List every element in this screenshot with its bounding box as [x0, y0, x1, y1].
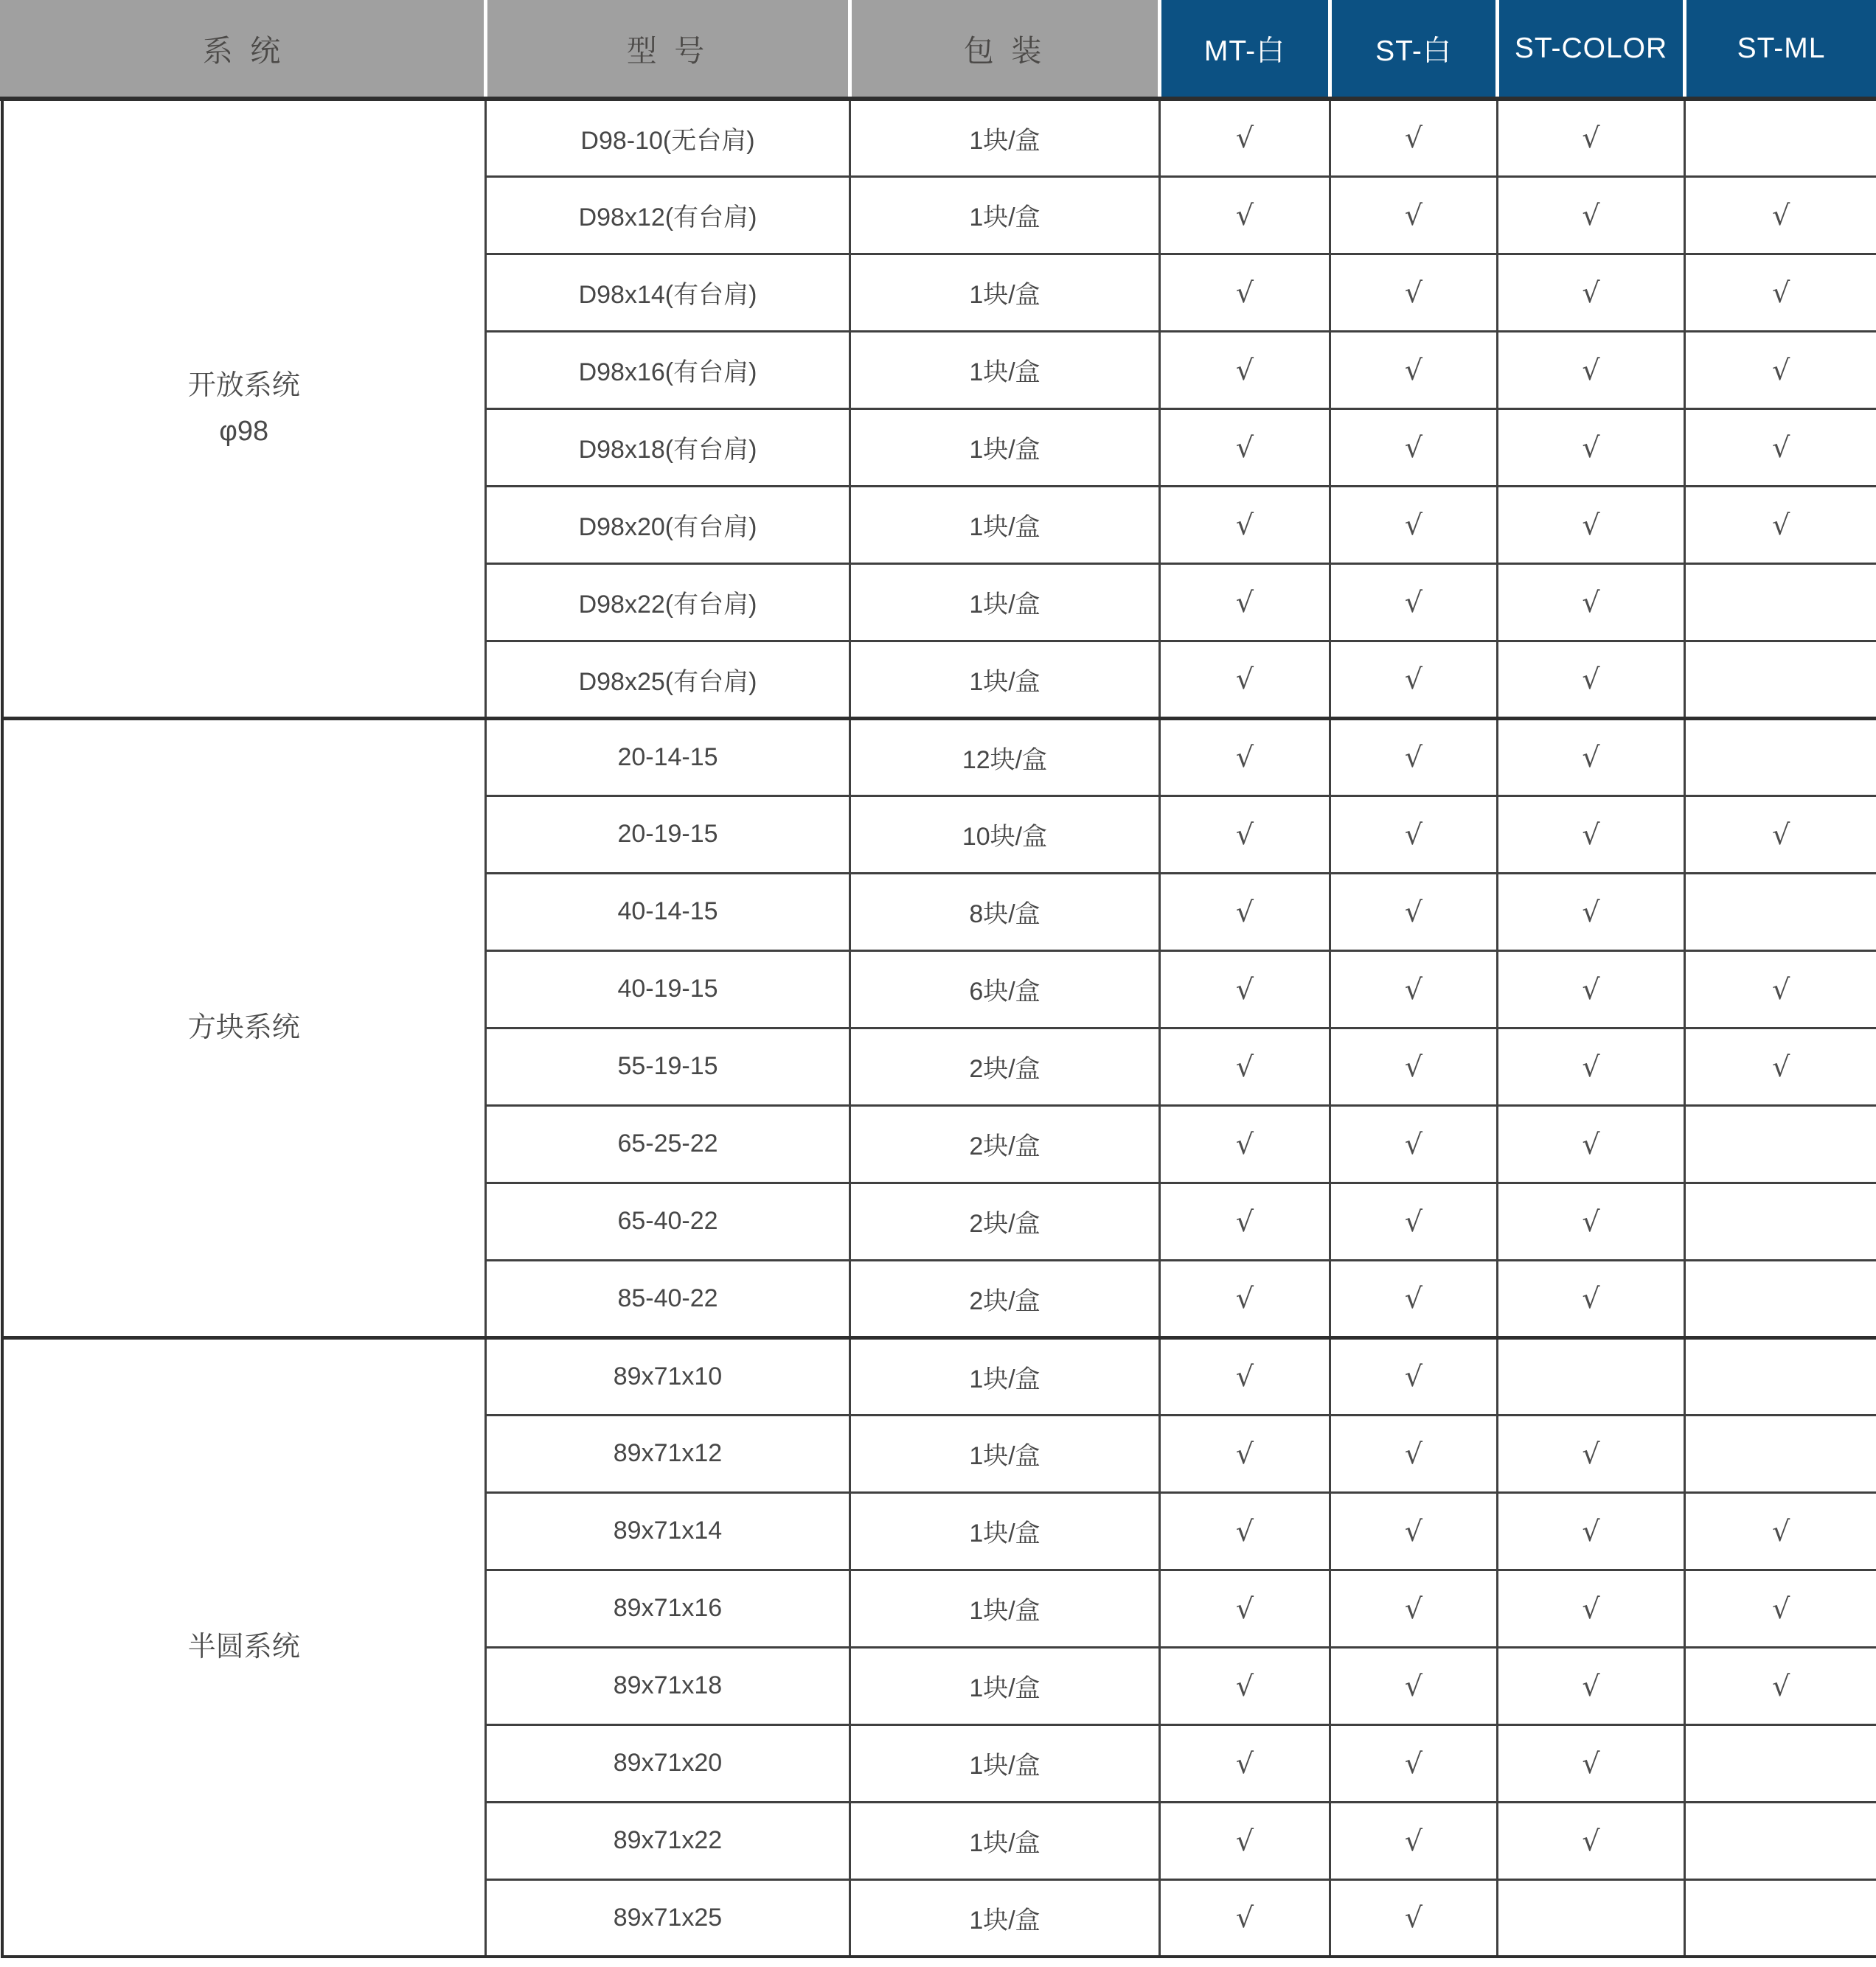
system-group-cell — [2, 99, 486, 718]
check-icon: √ — [1404, 1747, 1423, 1780]
check-icon: √ — [1772, 1669, 1790, 1702]
packaging-cell: 1块/盒 — [850, 1415, 1160, 1492]
check-cell — [1160, 1879, 1330, 1957]
check-cell — [1498, 408, 1685, 486]
model-cell: D98x22(有台肩) — [486, 563, 850, 641]
check-cell — [1685, 795, 1876, 873]
check-icon: √ — [1235, 663, 1254, 695]
check-cell — [1330, 563, 1498, 641]
packaging-cell: 2块/盒 — [850, 1105, 1160, 1183]
check-icon: √ — [1235, 895, 1254, 928]
packaging-cell: 1块/盒 — [850, 176, 1160, 254]
system-group-label: 方块系统 — [187, 1012, 300, 1043]
check-cell — [1160, 254, 1330, 331]
check-cell — [1160, 1260, 1330, 1337]
check-cell — [1160, 1724, 1330, 1802]
model-cell: 89x71x22 — [486, 1802, 850, 1879]
check-icon: √ — [1404, 972, 1423, 1006]
system-group-sublabel: φ98 — [219, 416, 269, 448]
check-cell — [1685, 486, 1876, 563]
check-cell — [1498, 1570, 1685, 1647]
check-cell — [1330, 1724, 1498, 1802]
check-cell — [1160, 795, 1330, 873]
model-cell: 89x71x14 — [486, 1492, 850, 1570]
check-cell-empty — [1685, 1183, 1876, 1260]
check-icon: √ — [1582, 1127, 1600, 1160]
packaging-cell: 8块/盒 — [850, 873, 1160, 950]
check-cell — [1685, 1028, 1876, 1105]
check-icon: √ — [1404, 1360, 1423, 1393]
packaging-cell: 1块/盒 — [850, 1647, 1160, 1724]
check-cell — [1160, 486, 1330, 563]
check-icon: √ — [1582, 663, 1600, 695]
check-cell — [1685, 950, 1876, 1028]
check-cell — [1330, 1105, 1498, 1183]
check-icon: √ — [1404, 1205, 1423, 1238]
check-icon: √ — [1772, 508, 1790, 541]
check-cell — [1160, 331, 1330, 408]
check-icon: √ — [1404, 1669, 1423, 1702]
model-cell: D98x20(有台肩) — [486, 486, 850, 563]
check-cell — [1498, 254, 1685, 331]
check-icon: √ — [1582, 276, 1600, 309]
check-cell — [1160, 563, 1330, 641]
check-icon: √ — [1235, 1514, 1254, 1548]
check-icon: √ — [1404, 585, 1423, 619]
table-row — [2, 99, 1876, 176]
check-cell — [1330, 873, 1498, 950]
check-icon: √ — [1404, 122, 1423, 155]
model-cell: 20-19-15 — [486, 795, 850, 873]
check-icon: √ — [1235, 1747, 1254, 1780]
check-cell-empty — [1498, 1879, 1685, 1957]
check-cell — [1685, 176, 1876, 254]
check-icon: √ — [1404, 276, 1423, 309]
check-cell — [1330, 1647, 1498, 1724]
check-cell — [1498, 563, 1685, 641]
model-cell: 89x71x10 — [486, 1337, 850, 1415]
model-cell: 40-19-15 — [486, 950, 850, 1028]
check-cell — [1498, 1260, 1685, 1337]
check-icon: √ — [1404, 741, 1423, 773]
check-icon: √ — [1582, 1205, 1600, 1238]
check-icon: √ — [1404, 508, 1423, 541]
model-cell: D98x12(有台肩) — [486, 176, 850, 254]
check-cell — [1330, 254, 1498, 331]
check-cell — [1685, 408, 1876, 486]
check-cell — [1330, 1570, 1498, 1647]
check-cell — [1330, 1183, 1498, 1260]
check-cell — [1160, 1492, 1330, 1570]
packaging-cell: 1块/盒 — [850, 1724, 1160, 1802]
check-cell — [1498, 486, 1685, 563]
check-cell — [1330, 1028, 1498, 1105]
check-cell — [1160, 718, 1330, 795]
header-cell-packaging: 包 装 — [850, 0, 1160, 99]
check-icon: √ — [1235, 1205, 1254, 1238]
model-cell: D98x16(有台肩) — [486, 331, 850, 408]
check-cell — [1160, 176, 1330, 254]
check-icon: √ — [1235, 972, 1254, 1006]
check-icon: √ — [1404, 431, 1423, 464]
check-icon: √ — [1772, 276, 1790, 309]
check-cell — [1498, 718, 1685, 795]
check-cell — [1160, 641, 1330, 718]
check-icon: √ — [1582, 198, 1600, 231]
check-cell — [1330, 1802, 1498, 1879]
packaging-cell: 1块/盒 — [850, 486, 1160, 563]
table-body — [2, 99, 1876, 1957]
model-cell: 65-40-22 — [486, 1183, 850, 1260]
check-cell — [1498, 1492, 1685, 1570]
check-cell — [1160, 1415, 1330, 1492]
header-cell-system: 系 统 — [2, 0, 486, 99]
check-icon: √ — [1235, 1050, 1254, 1083]
check-cell-empty — [1685, 1802, 1876, 1879]
check-cell — [1160, 1802, 1330, 1879]
check-cell — [1330, 1879, 1498, 1957]
check-icon: √ — [1404, 198, 1423, 231]
check-icon: √ — [1582, 1514, 1600, 1548]
check-icon: √ — [1582, 431, 1600, 464]
model-cell: 89x71x25 — [486, 1879, 850, 1957]
packaging-cell: 2块/盒 — [850, 1260, 1160, 1337]
check-cell — [1160, 1570, 1330, 1647]
header-cell-st-color: ST-COLOR — [1498, 0, 1685, 99]
check-cell — [1685, 331, 1876, 408]
model-cell: D98x25(有台肩) — [486, 641, 850, 718]
packaging-cell: 2块/盒 — [850, 1183, 1160, 1260]
check-cell-empty — [1685, 1105, 1876, 1183]
check-icon: √ — [1582, 1592, 1600, 1625]
check-icon: √ — [1582, 122, 1600, 155]
check-icon: √ — [1404, 1592, 1423, 1625]
packaging-cell: 1块/盒 — [850, 1337, 1160, 1415]
system-group-cell — [2, 718, 486, 1337]
check-cell — [1330, 99, 1498, 176]
check-icon: √ — [1582, 1050, 1600, 1083]
check-icon: √ — [1582, 818, 1600, 851]
packaging-cell: 1块/盒 — [850, 641, 1160, 718]
check-icon: √ — [1772, 972, 1790, 1006]
check-cell — [1330, 486, 1498, 563]
header-cell-st-white: ST-白 — [1330, 0, 1498, 99]
check-icon: √ — [1235, 741, 1254, 773]
check-cell — [1160, 1337, 1330, 1415]
check-icon: √ — [1235, 198, 1254, 231]
check-cell — [1498, 873, 1685, 950]
check-icon: √ — [1235, 276, 1254, 309]
check-cell — [1330, 718, 1498, 795]
check-icon: √ — [1582, 353, 1600, 386]
check-icon: √ — [1404, 1901, 1423, 1935]
table-row — [2, 718, 1876, 795]
check-icon: √ — [1404, 663, 1423, 695]
model-cell: D98x18(有台肩) — [486, 408, 850, 486]
check-cell — [1330, 176, 1498, 254]
check-icon: √ — [1404, 1437, 1423, 1470]
check-cell — [1330, 641, 1498, 718]
check-cell — [1160, 1028, 1330, 1105]
check-cell — [1160, 1647, 1330, 1724]
check-cell-empty — [1685, 718, 1876, 795]
check-icon: √ — [1404, 1282, 1423, 1315]
check-icon: √ — [1582, 741, 1600, 773]
check-cell — [1330, 1337, 1498, 1415]
check-cell-empty — [1685, 99, 1876, 176]
check-icon: √ — [1404, 1127, 1423, 1160]
model-cell: 85-40-22 — [486, 1260, 850, 1337]
check-icon: √ — [1582, 1437, 1600, 1470]
check-icon: √ — [1582, 972, 1600, 1006]
model-cell: 20-14-15 — [486, 718, 850, 795]
check-icon: √ — [1772, 818, 1790, 851]
check-cell — [1498, 641, 1685, 718]
model-cell: D98-10(无台肩) — [486, 99, 850, 176]
check-cell — [1160, 873, 1330, 950]
model-cell: 89x71x16 — [486, 1570, 850, 1647]
check-icon: √ — [1582, 895, 1600, 928]
packaging-cell: 1块/盒 — [850, 408, 1160, 486]
check-cell — [1498, 795, 1685, 873]
check-cell-empty — [1685, 1415, 1876, 1492]
check-icon: √ — [1582, 1747, 1600, 1780]
check-cell — [1498, 1028, 1685, 1105]
model-cell: 89x71x18 — [486, 1647, 850, 1724]
check-cell — [1160, 408, 1330, 486]
check-cell — [1330, 408, 1498, 486]
check-icon: √ — [1404, 1514, 1423, 1548]
system-group-label: 半圆系统 — [187, 1631, 300, 1663]
check-icon: √ — [1772, 1592, 1790, 1625]
check-cell — [1330, 950, 1498, 1028]
check-icon: √ — [1404, 353, 1423, 386]
packaging-cell: 1块/盒 — [850, 331, 1160, 408]
check-icon: √ — [1235, 508, 1254, 541]
check-icon: √ — [1582, 1824, 1600, 1857]
check-icon: √ — [1772, 353, 1790, 386]
model-cell: 89x71x20 — [486, 1724, 850, 1802]
check-cell — [1160, 1183, 1330, 1260]
check-cell-empty — [1685, 563, 1876, 641]
check-cell — [1685, 1492, 1876, 1570]
check-icon: √ — [1772, 1050, 1790, 1083]
check-icon: √ — [1772, 1514, 1790, 1548]
check-cell-empty — [1685, 641, 1876, 718]
check-icon: √ — [1582, 508, 1600, 541]
check-icon: √ — [1582, 585, 1600, 619]
check-icon: √ — [1404, 1050, 1423, 1083]
check-icon: √ — [1235, 1437, 1254, 1470]
check-cell — [1330, 1415, 1498, 1492]
packaging-cell: 1块/盒 — [850, 1802, 1160, 1879]
check-icon: √ — [1235, 353, 1254, 386]
packaging-cell: 1块/盒 — [850, 563, 1160, 641]
header-cell-mt-white: MT-白 — [1160, 0, 1330, 99]
check-icon: √ — [1772, 431, 1790, 464]
check-cell — [1498, 1415, 1685, 1492]
check-icon: √ — [1582, 1669, 1600, 1702]
check-cell-empty — [1498, 1337, 1685, 1415]
check-icon: √ — [1772, 198, 1790, 231]
check-cell — [1498, 1802, 1685, 1879]
model-cell: D98x14(有台肩) — [486, 254, 850, 331]
check-icon: √ — [1235, 122, 1254, 155]
check-icon: √ — [1235, 431, 1254, 464]
check-cell — [1498, 1724, 1685, 1802]
table-row — [2, 1337, 1876, 1415]
check-icon: √ — [1235, 1824, 1254, 1857]
header-cell-st-ml: ST-ML — [1685, 0, 1876, 99]
check-icon: √ — [1235, 818, 1254, 851]
check-cell — [1498, 1647, 1685, 1724]
check-cell — [1498, 331, 1685, 408]
packaging-cell: 10块/盒 — [850, 795, 1160, 873]
check-icon: √ — [1404, 1824, 1423, 1857]
check-cell-empty — [1685, 1724, 1876, 1802]
check-cell — [1685, 1570, 1876, 1647]
header-cell-model: 型 号 — [486, 0, 850, 99]
check-icon: √ — [1582, 1282, 1600, 1315]
packaging-cell: 6块/盒 — [850, 950, 1160, 1028]
check-icon: √ — [1235, 585, 1254, 619]
header-row — [2, 0, 1876, 99]
check-icon: √ — [1235, 1360, 1254, 1393]
packaging-cell: 1块/盒 — [850, 254, 1160, 331]
check-cell-empty — [1685, 873, 1876, 950]
check-cell — [1498, 950, 1685, 1028]
check-cell — [1498, 99, 1685, 176]
packaging-cell: 1块/盒 — [850, 1879, 1160, 1957]
check-cell — [1330, 331, 1498, 408]
system-group-label: 开放系统 — [187, 369, 300, 401]
check-cell-empty — [1685, 1879, 1876, 1957]
packaging-cell: 2块/盒 — [850, 1028, 1160, 1105]
check-icon: √ — [1404, 895, 1423, 928]
check-icon: √ — [1404, 818, 1423, 851]
check-icon: √ — [1235, 1282, 1254, 1315]
check-icon: √ — [1235, 1127, 1254, 1160]
model-cell: 89x71x12 — [486, 1415, 850, 1492]
check-cell — [1498, 1183, 1685, 1260]
model-cell: 40-14-15 — [486, 873, 850, 950]
packaging-cell: 1块/盒 — [850, 1492, 1160, 1570]
check-cell — [1330, 1492, 1498, 1570]
packaging-cell: 1块/盒 — [850, 99, 1160, 176]
check-cell — [1498, 176, 1685, 254]
check-cell — [1330, 795, 1498, 873]
check-cell — [1160, 950, 1330, 1028]
check-icon: √ — [1235, 1592, 1254, 1625]
check-cell — [1685, 1647, 1876, 1724]
check-cell — [1685, 254, 1876, 331]
check-cell — [1330, 1260, 1498, 1337]
check-icon: √ — [1235, 1901, 1254, 1935]
packaging-cell: 12块/盒 — [850, 718, 1160, 795]
check-cell — [1160, 99, 1330, 176]
check-cell-empty — [1685, 1260, 1876, 1337]
check-icon: √ — [1235, 1669, 1254, 1702]
check-cell-empty — [1685, 1337, 1876, 1415]
packaging-cell: 1块/盒 — [850, 1570, 1160, 1647]
model-cell: 55-19-15 — [486, 1028, 850, 1105]
check-cell — [1498, 1105, 1685, 1183]
check-cell — [1160, 1105, 1330, 1183]
model-cell: 65-25-22 — [486, 1105, 850, 1183]
system-group-cell — [2, 1337, 486, 1957]
